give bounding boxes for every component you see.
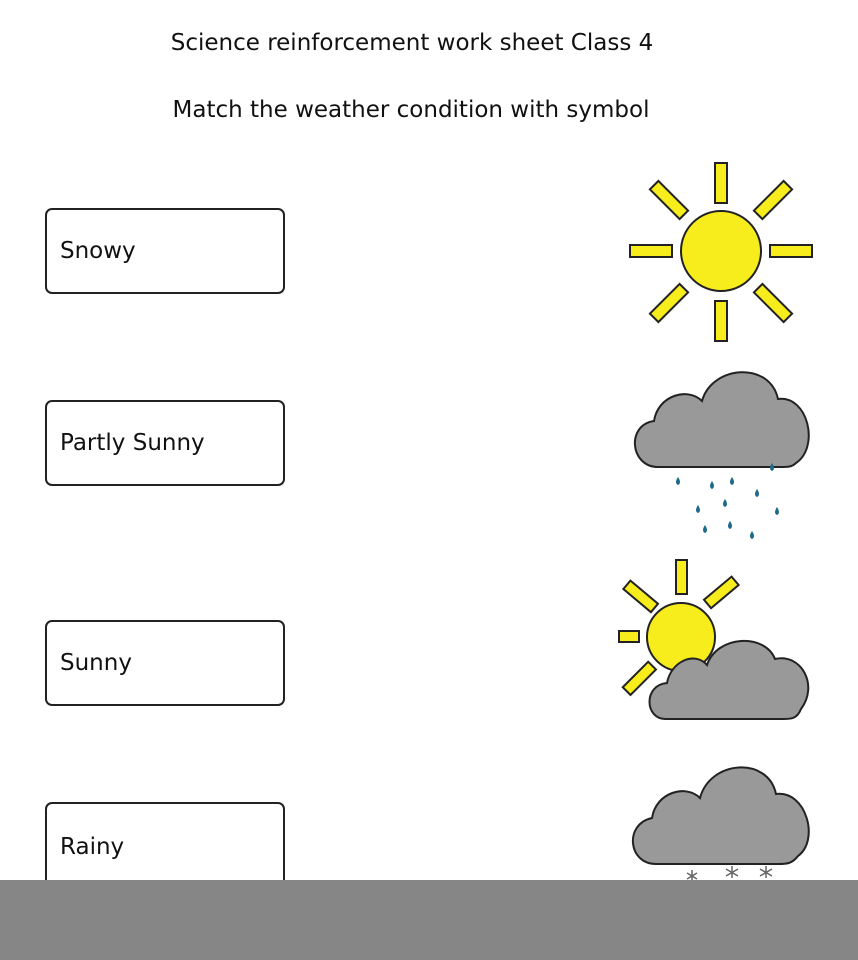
label-text: Snowy <box>60 238 136 264</box>
worksheet-title: Science reinforcement work sheet Class 4 <box>170 30 654 56</box>
label-box-partly-sunny[interactable] <box>45 400 285 486</box>
sun-icon[interactable] <box>620 155 820 350</box>
label-box-snowy[interactable] <box>45 208 285 294</box>
label-text: Rainy <box>60 834 125 860</box>
footer-bar <box>0 880 858 960</box>
rain-cloud-icon[interactable] <box>620 355 820 550</box>
label-box-sunny[interactable] <box>45 620 285 706</box>
instruction-text: Match the weather condition with symbol <box>172 97 650 123</box>
snow-cloud-icon[interactable] <box>620 752 820 882</box>
label-text: Partly Sunny <box>60 430 205 456</box>
label-text: Sunny <box>60 650 132 676</box>
partly-sunny-icon[interactable] <box>615 555 820 725</box>
